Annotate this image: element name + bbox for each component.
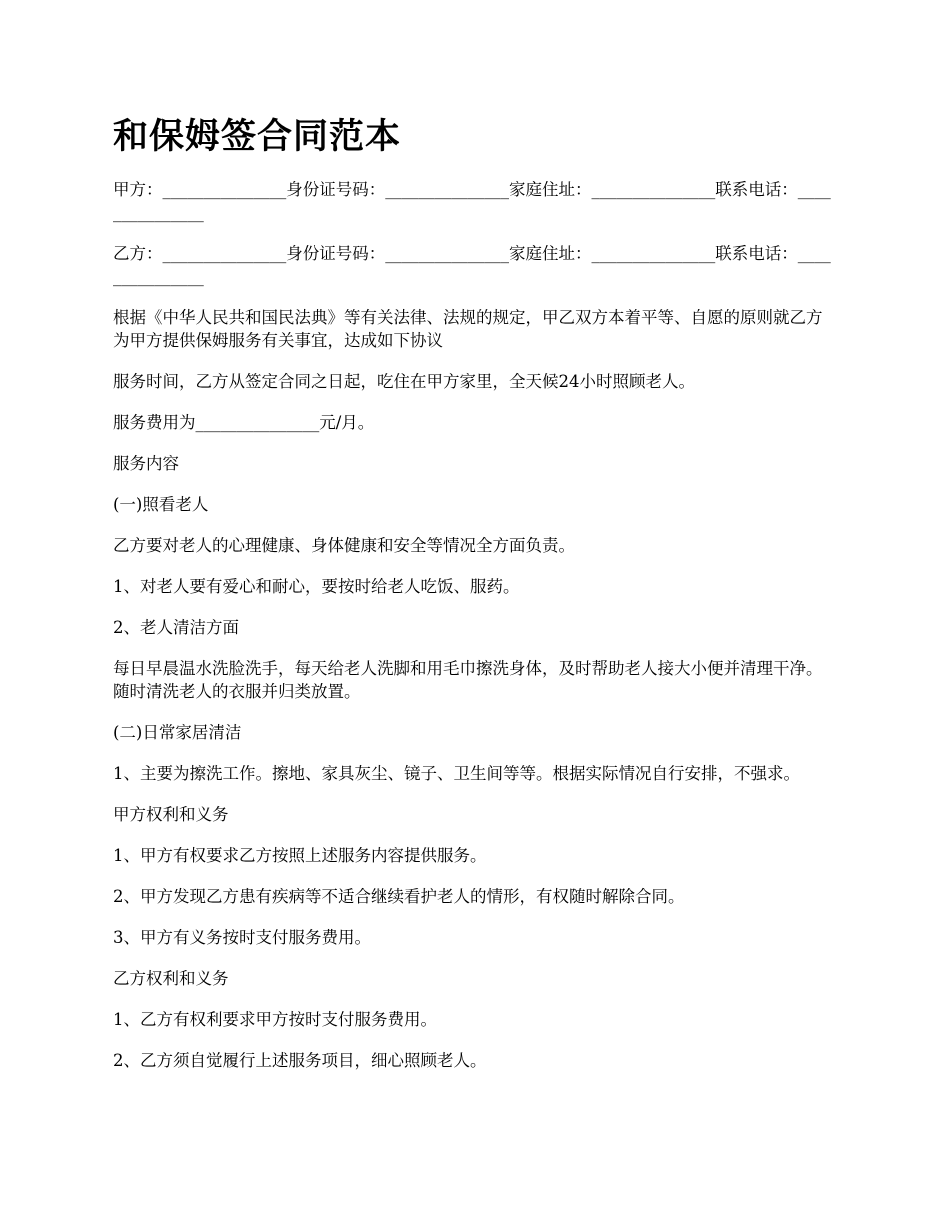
party-a-right-3: 3、甲方有义务按时支付服务费用。 — [113, 928, 371, 947]
party-b-info: 乙方：_______________身份证号码：_______________家庭住址：_______________联系电话：_______________ — [113, 244, 831, 286]
cleaning-details-paragraph: 每日早晨温水洗脸洗手，每天给老人洗脚和用毛巾擦洗身体，及时帮助老人接大小便并清理干净。随时清洗老人的衣服并归类放置。 — [113, 659, 823, 701]
service-fee-paragraph: 服务费用为_______________元/月。 — [113, 413, 375, 432]
service-time-paragraph: 服务时间，乙方从签定合同之日起，吃住在甲方家里，全天候24小时照顾老人。 — [113, 372, 695, 391]
subsection-heading-elder-care: (一)照看老人 — [113, 495, 209, 514]
housekeeping-item-1: 1、主要为擦洗工作。擦地、家具灰尘、镜子、卫生间等等。根据实际情况自行安排，不强求。 — [113, 764, 800, 783]
subsection-heading-housekeeping: (二)日常家居清洁 — [113, 723, 242, 742]
party-a-info: 甲方：_______________身份证号码：_______________家庭住址：_______________联系电话：_______________ — [113, 180, 831, 222]
section-heading-party-a-rights: 甲方权利和义务 — [113, 805, 229, 824]
document-title: 和保姆签合同范本 — [113, 116, 402, 157]
party-b-right-2: 2、乙方须自觉履行上述服务项目，细心照顾老人。 — [113, 1051, 487, 1070]
preamble-paragraph: 根据《中华人民共和国民法典》等有关法律、法规的规定，甲乙双方本着平等、自愿的原则就乙方为甲方提供保姆服务有关事宜，达成如下协议 — [113, 308, 823, 350]
party-b-right-1: 1、乙方有权利要求甲方按时支付服务费用。 — [113, 1010, 437, 1029]
elder-care-item-2: 2、老人清洁方面 — [113, 618, 239, 637]
elder-care-responsibility: 乙方要对老人的心理健康、身体健康和安全等情况全方面负责。 — [113, 536, 575, 555]
party-a-right-1: 1、甲方有权要求乙方按照上述服务内容提供服务。 — [113, 846, 487, 865]
party-a-right-2: 2、甲方发现乙方患有疾病等不适合继续看护老人的情形，有权随时解除合同。 — [113, 887, 685, 906]
elder-care-item-1: 1、对老人要有爱心和耐心，要按时给老人吃饭、服药。 — [113, 577, 520, 596]
section-heading-service-content: 服务内容 — [113, 454, 179, 473]
section-heading-party-b-rights: 乙方权利和义务 — [113, 969, 229, 988]
document-page — [113, 112, 838, 1090]
